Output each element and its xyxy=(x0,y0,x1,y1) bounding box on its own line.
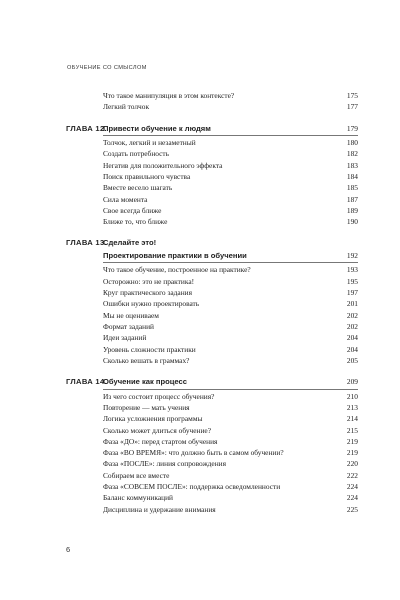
toc-entry-page: 189 xyxy=(346,205,358,215)
toc-entry-title: Что такое обучение, построенное на практике? xyxy=(103,265,251,275)
toc-entry-page: 210 xyxy=(346,391,358,401)
toc-entry-page: 213 xyxy=(346,402,358,412)
page-number: 6 xyxy=(66,545,71,554)
toc-entry xyxy=(66,504,358,515)
toc-entry-page: 225 xyxy=(346,504,358,514)
toc-entry xyxy=(66,413,358,424)
toc-entry-page: 219 xyxy=(346,448,358,458)
toc-entry-page: 180 xyxy=(346,138,358,148)
chapter-subtitle-row xyxy=(66,250,358,263)
toc-entry-page: 183 xyxy=(346,160,358,170)
chapter-divider xyxy=(103,135,358,136)
toc-entry xyxy=(66,101,358,112)
running-head: ОБУЧЕНИЕ СО СМЫСЛОМ xyxy=(67,65,147,71)
toc-entry xyxy=(66,332,358,343)
toc-entry xyxy=(66,287,358,298)
toc-entry xyxy=(66,355,358,366)
toc-entry xyxy=(66,298,358,309)
toc-entry-title: Негатив для положительного эффекта xyxy=(103,160,223,170)
toc-entry-title: Сколько вешать в граммах? xyxy=(103,355,190,365)
toc-entry-title: Фаза «ПОСЛЕ»: линия сопровождения xyxy=(103,459,227,469)
toc-entry xyxy=(66,425,358,436)
toc-entry xyxy=(66,391,358,402)
chapter-title: Привести обучение к людям xyxy=(103,123,211,133)
table-of-contents xyxy=(66,90,358,515)
toc-entry-title: Формат заданий xyxy=(103,321,155,331)
toc-entry-title: Толчок, легкий и незаметный xyxy=(103,138,196,148)
toc-entry-page: 224 xyxy=(346,482,358,492)
chapter-label: ГЛАВА 13. xyxy=(66,238,107,248)
toc-entry xyxy=(66,182,358,193)
toc-entry xyxy=(66,447,358,458)
toc-entry-title: Фаза «ДО»: перед стартом обучения xyxy=(103,436,218,446)
toc-entry-title: Ближе то, что ближе xyxy=(103,217,168,227)
toc-entry-page: 175 xyxy=(346,91,358,100)
toc-entry-title: Вместе весело шагать xyxy=(103,183,173,193)
toc-entry-title: Круг практического задания xyxy=(103,288,193,298)
toc-entry-title: Мы не оцениваем xyxy=(103,310,159,320)
toc-entry-page: 222 xyxy=(346,470,358,480)
chapter-page: 192 xyxy=(346,250,358,260)
toc-entry xyxy=(66,148,358,159)
toc-entry-title: Фаза «СОВСЕМ ПОСЛЕ»: поддержка осведомленности xyxy=(103,482,281,492)
toc-entry-title: Что такое манипуляция в этом контексте? xyxy=(103,91,235,100)
chapter-label: ГЛАВА 14. xyxy=(66,377,107,387)
toc-entry xyxy=(66,481,358,492)
chapter-page: 209 xyxy=(346,377,358,387)
chapter-divider xyxy=(103,262,358,263)
chapter-page: 179 xyxy=(346,123,358,133)
toc-entry-page: 220 xyxy=(346,459,358,469)
toc-entry xyxy=(66,194,358,205)
toc-entry xyxy=(66,205,358,216)
toc-entry-title: Поиск правильного чувства xyxy=(103,171,191,181)
toc-entry-page: 190 xyxy=(346,217,358,227)
toc-entry-title: Сила момента xyxy=(103,194,148,204)
chapter-divider xyxy=(103,389,358,390)
toc-entry-page: 202 xyxy=(346,321,358,331)
toc-entry-page: 215 xyxy=(346,425,358,435)
toc-entry xyxy=(66,137,358,148)
toc-entry-page: 204 xyxy=(346,333,358,343)
toc-entry xyxy=(66,492,358,503)
toc-entry-page: 197 xyxy=(346,288,358,298)
toc-entry xyxy=(66,264,358,275)
toc-entry xyxy=(66,470,358,481)
toc-entry-title: Из чего состоит процесс обучения? xyxy=(103,391,215,401)
toc-entry-page: 195 xyxy=(346,276,358,286)
toc-entry-page: 214 xyxy=(346,414,358,424)
toc-entry xyxy=(66,436,358,447)
toc-entry-title: Повторение — мать учения xyxy=(103,402,190,412)
toc-entry xyxy=(66,171,358,182)
toc-entry-page: 224 xyxy=(346,493,358,503)
toc-entry-page: 205 xyxy=(346,355,358,365)
toc-entry xyxy=(66,321,358,332)
toc-entry-title: Сколько может длиться обучение? xyxy=(103,425,211,435)
toc-entry xyxy=(66,276,358,287)
toc-entry-title: Собираем все вместе xyxy=(103,470,170,480)
toc-entry-title: Осторожно: это не практика! xyxy=(103,276,195,286)
toc-entry-page: 219 xyxy=(346,436,358,446)
toc-entry-title: Логика усложнения программы xyxy=(103,414,203,424)
toc-entry xyxy=(66,310,358,321)
chapter-heading xyxy=(66,376,358,389)
toc-entry xyxy=(66,344,358,355)
toc-entry xyxy=(66,90,358,101)
toc-entry-title: Уровень сложности практики xyxy=(103,344,196,354)
chapter-subtitle: Проектирование практики в обучении xyxy=(103,250,247,260)
toc-entry-page: 201 xyxy=(346,299,358,309)
toc-entry xyxy=(66,458,358,469)
toc-entry-page: 177 xyxy=(346,102,358,112)
toc-entry xyxy=(66,402,358,413)
chapter-label: ГЛАВА 12. xyxy=(66,123,107,133)
toc-entry-page: 184 xyxy=(346,171,358,181)
toc-entry-title: Дисциплина и удержание внимания xyxy=(103,504,216,514)
toc-entry-page: 182 xyxy=(346,149,358,159)
toc-entry-page: 187 xyxy=(346,194,358,204)
chapter-title: Сделайте это! xyxy=(103,238,157,248)
chapter-heading xyxy=(66,237,358,250)
chapter-title: Обучение как процесс xyxy=(103,377,187,387)
toc-entry-title: Идеи заданий xyxy=(103,333,147,343)
toc-entry xyxy=(66,216,358,227)
toc-entry-title: Фаза «ВО ВРЕМЯ»: что должно быть в самом обучении? xyxy=(103,448,284,458)
toc-entry-page: 202 xyxy=(346,310,358,320)
toc-entry xyxy=(66,160,358,171)
toc-entry-page: 193 xyxy=(346,265,358,275)
toc-entry-page: 185 xyxy=(346,183,358,193)
chapter-heading xyxy=(66,123,358,136)
toc-entry-page: 204 xyxy=(346,344,358,354)
toc-entry-title: Баланс коммуникаций xyxy=(103,493,173,503)
toc-entry-title: Ошибки нужно проектировать xyxy=(103,299,200,309)
toc-entry-title: Свое всегда ближе xyxy=(103,205,162,215)
toc-entry-title: Создать потребность xyxy=(103,149,170,159)
toc-entry-title: Легкий толчок xyxy=(103,102,150,112)
